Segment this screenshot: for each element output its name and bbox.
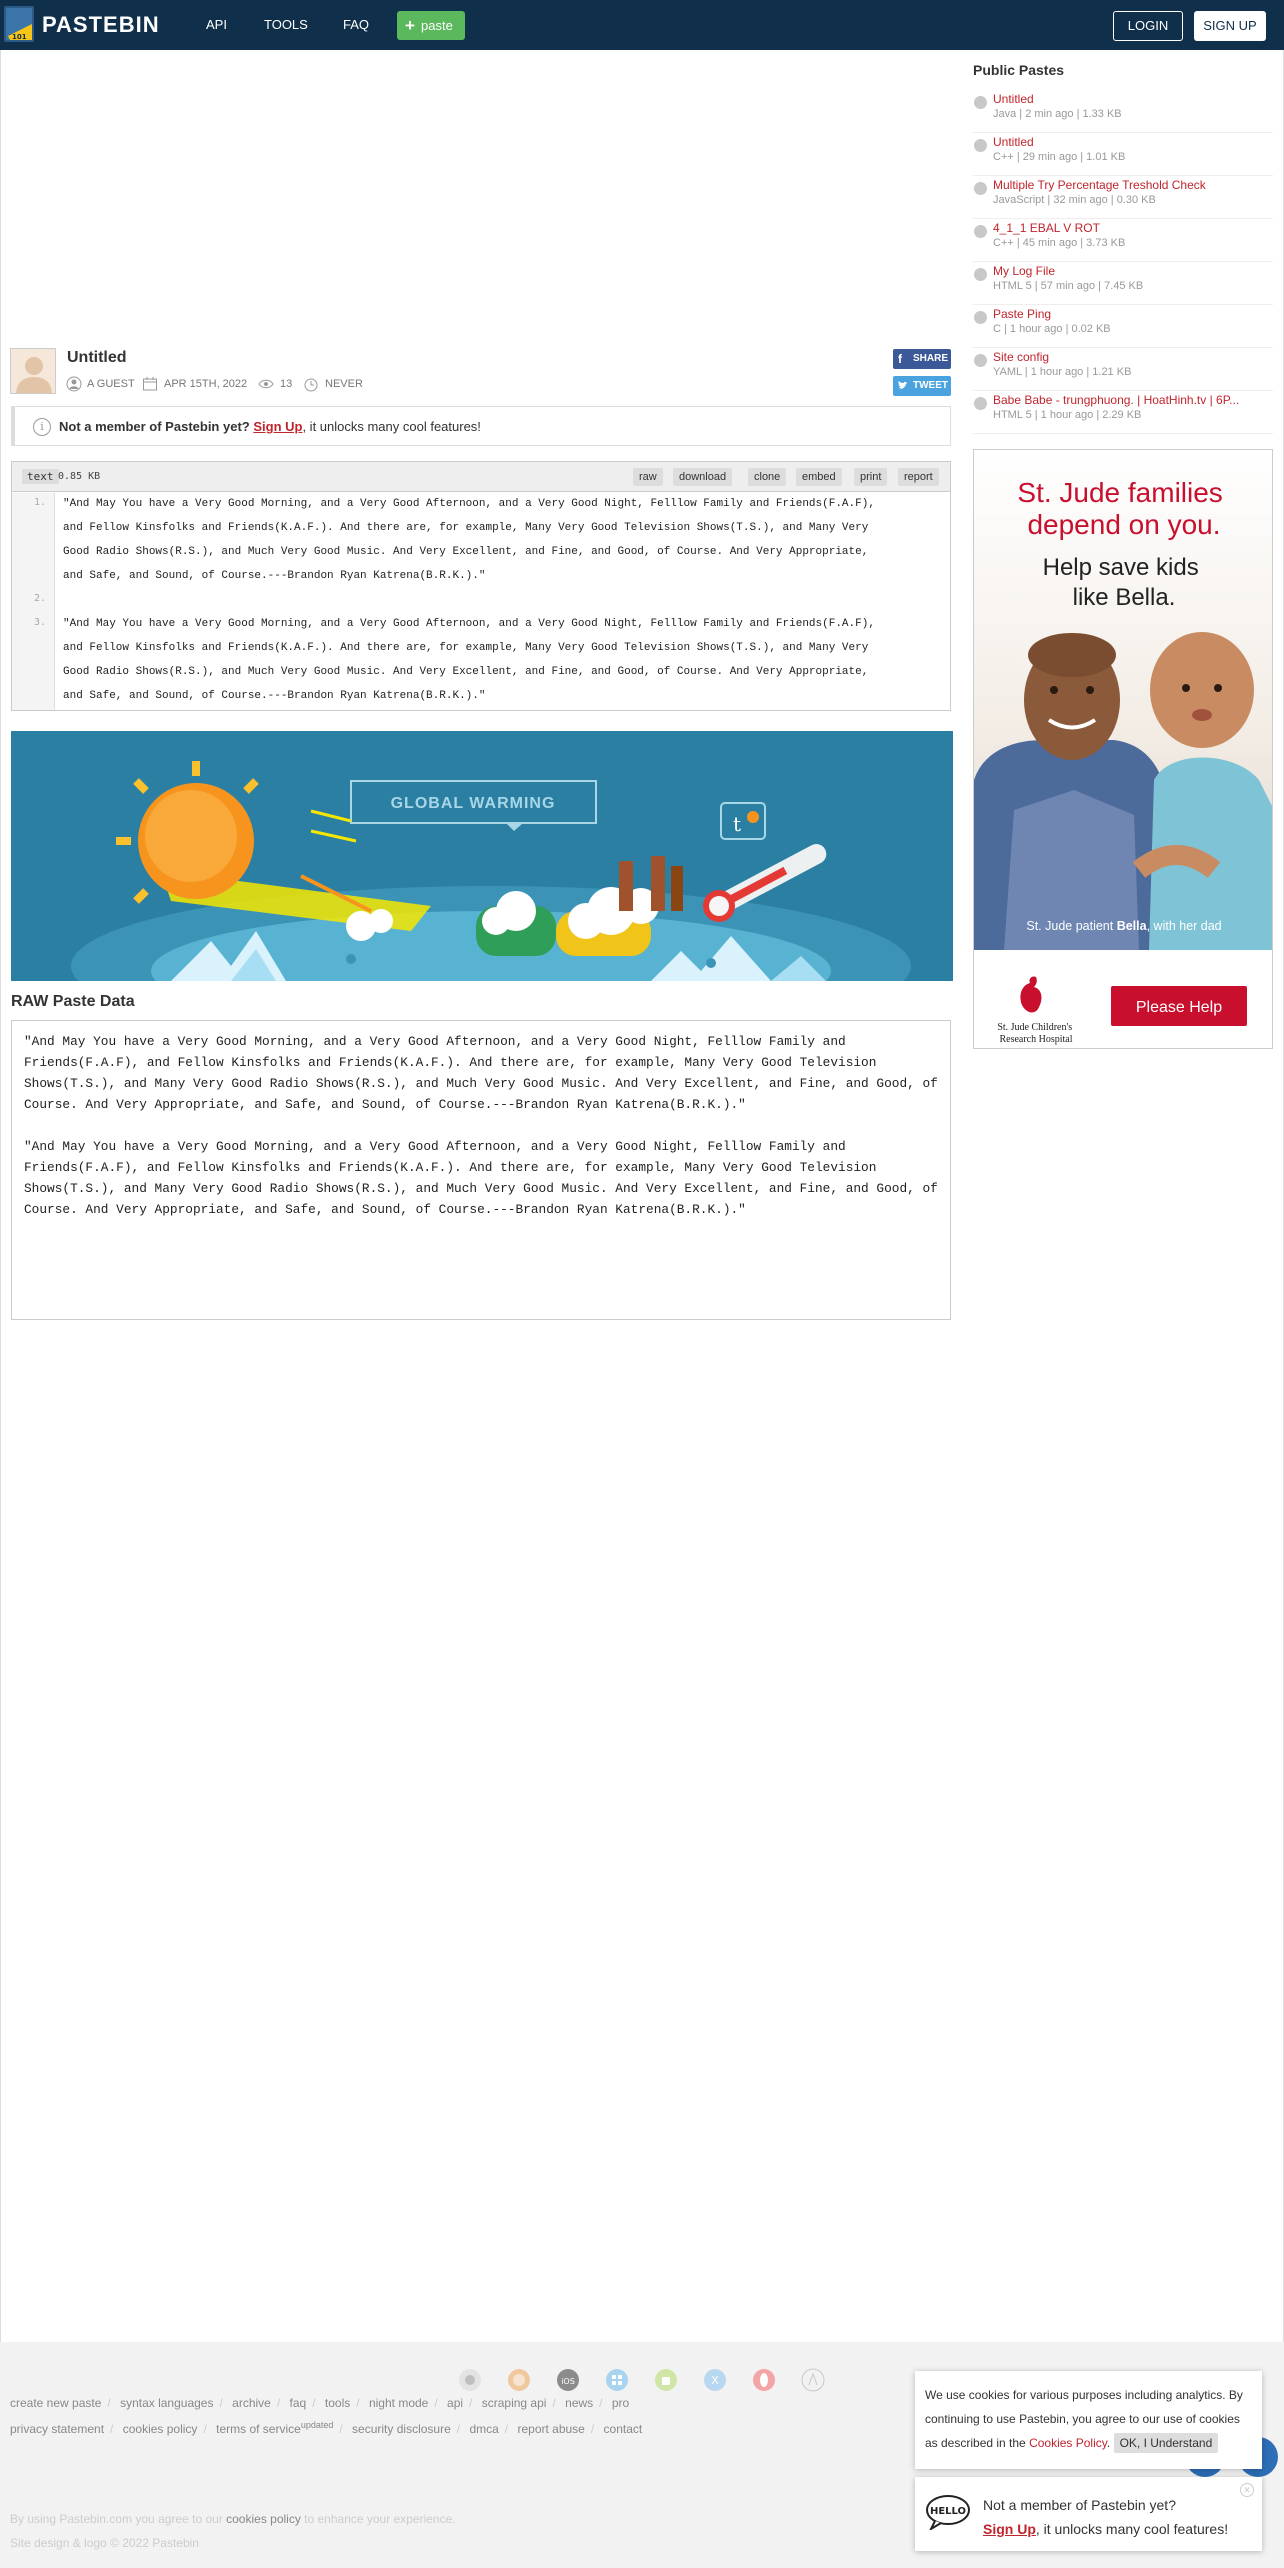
public-paste-title[interactable]: Babe Babe - trungphuong. | HoatHinh.tv | 6P... xyxy=(993,393,1240,407)
code-line: and Fellow Kinsfolks and Friends(K.A.F.). And there are, for example, Many Very Good Television Shows(T.S.), and Many Very xyxy=(63,642,869,654)
plus-icon: + xyxy=(405,16,415,35)
hello-text xyxy=(983,2493,1228,2541)
raw-paragraph: "And May You have a Very Good Morning, and a Very Good Afternoon, and a Very Good Night, Felllow Family and Friends(F.A.F), and Fellow Kinsfolks and Friends(K.A.F.). And there are, for example, Many Very Good Television Shows(T.S.), and Many Very Good Radio Shows(R.S.), and Much Very Good Music. And Very Excellent, and Fine, and Good, of Course. And Very Appropriate, and Safe, and Sound, of Course.---Brandon Ryan Katrena(B.R.K.)." xyxy=(24,1139,938,1217)
nav-tools[interactable]: TOOLS xyxy=(264,17,308,32)
public-paste-title[interactable]: Paste Ping xyxy=(993,307,1052,321)
expire-clock-icon xyxy=(303,376,319,392)
brand-name[interactable]: PASTEBIN xyxy=(42,12,160,37)
raw-paste-title: RAW Paste Data xyxy=(11,993,135,1010)
footer-link-privacy-statement[interactable]: privacy statement xyxy=(10,2422,105,2436)
ad-headline-2: depend on you. xyxy=(1027,509,1221,540)
line-gutter xyxy=(12,493,55,710)
pastebin-logo-icon[interactable] xyxy=(2,4,36,44)
public-paste-item[interactable] xyxy=(973,391,1273,434)
public-paste-meta: C++ | 29 min ago | 1.01 KB xyxy=(993,151,1126,163)
guest-avatar xyxy=(10,348,56,394)
hello-speech-bubble-icon xyxy=(925,2494,971,2530)
signup-button[interactable]: SIGN UP xyxy=(1194,11,1266,41)
nav-faq[interactable]: FAQ xyxy=(343,17,370,32)
global-warming-banner[interactable] xyxy=(11,731,953,981)
login-button[interactable]: LOGIN xyxy=(1113,11,1183,41)
hello-bubble-text: HELLO xyxy=(929,2506,967,2517)
globe-icon xyxy=(974,225,987,238)
print-button[interactable]: print xyxy=(854,468,887,486)
ad-sub-1: Help save kids xyxy=(1042,554,1199,581)
clone-button[interactable]: clone xyxy=(748,468,786,486)
footer-link-cookies-policy[interactable]: cookies policy xyxy=(122,2422,198,2436)
global-warming-illustration xyxy=(11,731,953,981)
footer-copyright: Site design & logo © 2022 Pastebin xyxy=(10,2536,199,2550)
footer-note-link[interactable]: cookies policy xyxy=(226,2512,301,2526)
download-button[interactable]: download xyxy=(673,468,732,486)
paste-title: Untitled xyxy=(67,349,127,366)
footer-link-security-disclosure[interactable]: security disclosure xyxy=(352,2422,451,2436)
new-paste-button[interactable] xyxy=(397,11,465,40)
ad-org-1: St. Jude Children's xyxy=(997,1022,1073,1033)
footer-link-tools[interactable]: tools xyxy=(324,2396,351,2410)
line-number: 3. xyxy=(33,617,46,628)
svg-text:St. Jude families depend xyxy=(1017,477,1230,540)
cookie-ok-button[interactable]: OK, I Understand xyxy=(1114,2433,1219,2453)
public-paste-meta: C++ | 45 min ago | 3.73 KB xyxy=(993,237,1126,249)
footer-link-dmca[interactable]: dmca xyxy=(469,2422,499,2436)
public-pastes-title: Public Pastes xyxy=(973,62,1065,78)
globe-icon xyxy=(974,96,987,109)
public-paste-meta: JavaScript | 32 min ago | 0.30 KB xyxy=(993,194,1156,206)
public-paste-title[interactable]: 4_1_1 EBAL V ROT xyxy=(993,221,1100,235)
firefox-icon[interactable] xyxy=(507,2368,531,2392)
paste-views: 13 xyxy=(280,378,293,390)
code-line: "And May You have a Very Good Morning, and a Very Good Afternoon, and a Very Good Night, Felllow Family and Friends(F.A.F), xyxy=(63,498,875,510)
footer-link-terms-of-service[interactable]: terms of service xyxy=(216,2422,301,2436)
syntax-tag[interactable]: text xyxy=(22,469,59,484)
public-paste-item[interactable] xyxy=(973,133,1273,176)
footer-cookie-note xyxy=(10,2512,456,2526)
footer-link-create-new-paste[interactable]: create new paste xyxy=(10,2396,102,2410)
chrome-icon[interactable] xyxy=(458,2368,482,2392)
public-paste-meta: HTML 5 | 57 min ago | 7.45 KB xyxy=(993,280,1144,292)
paste-size: 0.85 KB xyxy=(58,471,101,482)
linux-icon[interactable] xyxy=(801,2368,825,2392)
code-line: Good Radio Shows(R.S.), and Much Very Good Music. And Very Excellent, and Fine, and Good, of Course. And Very Appropriate, xyxy=(63,666,869,678)
ad-sub-2: like Bella. xyxy=(1072,584,1176,611)
user-silhouette-icon xyxy=(11,349,56,394)
banner-text: GLOBAL WARMING xyxy=(390,795,556,812)
code-line: Good Radio Shows(R.S.), and Much Very Good Music. And Very Excellent, and Fine, and Good, of Course. And Very Appropriate, xyxy=(63,546,869,558)
public-paste-meta: YAML | 1 hour ago | 1.21 KB xyxy=(993,366,1132,378)
paste-date: APR 15TH, 2022 xyxy=(164,378,248,390)
new-paste-label: paste xyxy=(421,18,453,33)
public-paste-item[interactable] xyxy=(973,176,1273,219)
embed-button[interactable]: embed xyxy=(796,468,842,486)
footer-link-pro[interactable]: pro xyxy=(611,2396,630,2410)
code-line: and Safe, and Sound, of Course.---Brandon Ryan Katrena(B.R.K.)." xyxy=(63,570,486,582)
notice-text xyxy=(59,419,481,434)
footer-link-api[interactable]: api xyxy=(447,2396,464,2410)
globe-icon xyxy=(974,139,987,152)
twitter-tweet-button[interactable] xyxy=(893,376,951,396)
public-paste-item[interactable] xyxy=(973,90,1273,133)
footer-link-contact[interactable]: contact xyxy=(603,2422,643,2436)
tweet-label: TWEET xyxy=(913,380,948,391)
footer-link-scraping-api[interactable]: scraping api xyxy=(481,2396,547,2410)
top-header xyxy=(0,0,1284,50)
raw-button[interactable]: raw xyxy=(633,468,663,486)
windows-icon[interactable] xyxy=(605,2368,629,2392)
public-paste-title[interactable]: Multiple Try Percentage Treshold Check xyxy=(993,178,1206,192)
user-icon xyxy=(66,376,82,392)
public-paste-meta: Java | 2 min ago | 1.33 KB xyxy=(993,108,1122,120)
footer-links-secondary: privacy statement / cookies policy / terms of service$^{updated}$ / security disclosure / dmca / report abuse / contact xyxy=(10,2420,643,2436)
code-line: and Safe, and Sound, of Course.---Brandon Ryan Katrena(B.R.K.)." xyxy=(63,690,486,702)
cookie-text: We use cookies for various purposes including analytics. By continuing to use Pastebin, you agree to our use of cookies as described in the xyxy=(925,2388,1243,2450)
hello-signup-link[interactable]: Sign Up xyxy=(983,2521,1036,2537)
signup-promo-popup xyxy=(915,2477,1262,2551)
code-box xyxy=(11,461,951,711)
public-paste-title[interactable]: Untitled xyxy=(993,135,1034,149)
ad-headline-1: St. Jude families xyxy=(1017,477,1223,508)
code-toolbar xyxy=(12,462,950,492)
cookie-policy-link[interactable]: Cookies Policy xyxy=(1029,2436,1107,2450)
share-label: SHARE xyxy=(913,353,949,364)
eye-icon xyxy=(258,376,274,392)
footer-links-primary: create new paste / syntax languages / archive / faq / tools / night mode / api / scraping api / news / pro xyxy=(10,2396,630,2410)
globe-icon xyxy=(974,354,987,367)
footer-note-post: to enhance your experience. xyxy=(300,2512,456,2526)
globe-icon xyxy=(974,182,987,195)
line-number: 1. xyxy=(33,497,46,508)
footer-note-pre: By using Pastebin.com you agree to our xyxy=(10,2512,227,2526)
paste-author[interactable]: A GUEST xyxy=(87,378,135,390)
public-paste-title[interactable]: Site config xyxy=(993,350,1050,364)
twitter-bird-icon xyxy=(897,380,909,392)
facebook-share-button[interactable] xyxy=(893,349,951,369)
public-paste-meta: HTML 5 | 1 hour ago | 2.29 KB xyxy=(993,409,1142,421)
report-button[interactable]: report xyxy=(898,468,939,486)
st-jude-advertisement[interactable] xyxy=(973,449,1273,1049)
signup-notice xyxy=(11,406,951,446)
svg-text:101: 101 xyxy=(12,33,27,41)
globe-icon xyxy=(974,268,987,281)
raw-paragraph: "And May You have a Very Good Morning, and a Very Good Afternoon, and a Very Good Night, Felllow Family and Friends(F.A.F), and Fellow Kinsfolks and Friends(K.A.F.). And there are, for example, Many Very Good Television Shows(T.S.), and Many Very Good Radio Shows(R.S.), and Much Very Good Music. And Very Excellent, and Fine, and Good, of Course. And Very Appropriate, and Safe, and Sound, of Course.---Brandon Ryan Katrena(B.R.K.)." xyxy=(24,1034,938,1112)
svg-text:t: t xyxy=(733,812,742,836)
footer-link-archive[interactable]: archive xyxy=(232,2396,271,2410)
footer-link-news[interactable]: news xyxy=(565,2396,594,2410)
footer-link-syntax-languages[interactable]: syntax languages xyxy=(120,2396,214,2410)
public-paste-item[interactable] xyxy=(973,348,1273,391)
cookie-consent-popup xyxy=(915,2371,1262,2469)
line-number: 2. xyxy=(33,593,46,604)
macos-icon[interactable] xyxy=(703,2368,727,2392)
code-line: "And May You have a Very Good Morning, and a Very Good Afternoon, and a Very Good Night, Felllow Family and Friends(F.A.F), xyxy=(63,618,875,630)
footer-link-faq[interactable]: faq xyxy=(289,2396,307,2410)
updated-badge: updated xyxy=(300,2420,334,2430)
paste-expire: NEVER xyxy=(325,378,363,390)
facebook-icon: f xyxy=(898,352,902,366)
public-paste-title[interactable]: Untitled xyxy=(993,92,1034,106)
hello-line1: Not a member of Pastebin yet? xyxy=(983,2497,1176,2513)
info-icon: i xyxy=(33,418,51,436)
footer-link-night-mode[interactable]: night mode xyxy=(368,2396,429,2410)
globe-icon xyxy=(974,397,987,410)
ios-icon[interactable] xyxy=(556,2368,580,2392)
notice-rest: , it unlocks many cool features! xyxy=(302,419,481,434)
public-paste-meta: C | 1 hour ago | 0.02 KB xyxy=(993,323,1111,335)
android-icon[interactable] xyxy=(654,2368,678,2392)
ad-cta: Please Help xyxy=(1135,999,1223,1016)
calendar-icon xyxy=(142,376,158,392)
raw-paste-textarea[interactable] xyxy=(11,1020,951,1320)
ad-artwork xyxy=(974,450,1273,1049)
ad-caption: St. Jude patient Bella, with her dad xyxy=(1026,919,1222,933)
notice-signup-link[interactable]: Sign Up xyxy=(253,419,303,434)
public-paste-item[interactable] xyxy=(973,262,1273,305)
svg-text:St. Jude Children's Rese xyxy=(997,1022,1074,1045)
cookie-period: . xyxy=(1106,2436,1111,2450)
globe-icon xyxy=(974,311,987,324)
hello-rest: , it unlocks many cool features! xyxy=(1035,2521,1229,2537)
public-paste-item[interactable] xyxy=(973,219,1273,262)
opera-icon[interactable] xyxy=(752,2368,776,2392)
nav-api[interactable]: API xyxy=(206,17,227,32)
svg-text:X: X xyxy=(711,2374,719,2387)
public-paste-item[interactable] xyxy=(973,305,1273,348)
public-paste-title[interactable]: My Log File xyxy=(993,264,1056,278)
notice-bold: Not a member of Pastebin yet? xyxy=(59,419,250,434)
code-line: and Fellow Kinsfolks and Friends(K.A.F.). And there are, for example, Many Very Good Television Shows(T.S.), and Many Very xyxy=(63,522,869,534)
ad-org-2: Research Hospital xyxy=(999,1034,1073,1045)
close-icon[interactable]: ✕ xyxy=(1240,2483,1254,2497)
svg-text:iOS: iOS xyxy=(561,2377,575,2386)
footer-link-report-abuse[interactable]: report abuse xyxy=(517,2422,585,2436)
